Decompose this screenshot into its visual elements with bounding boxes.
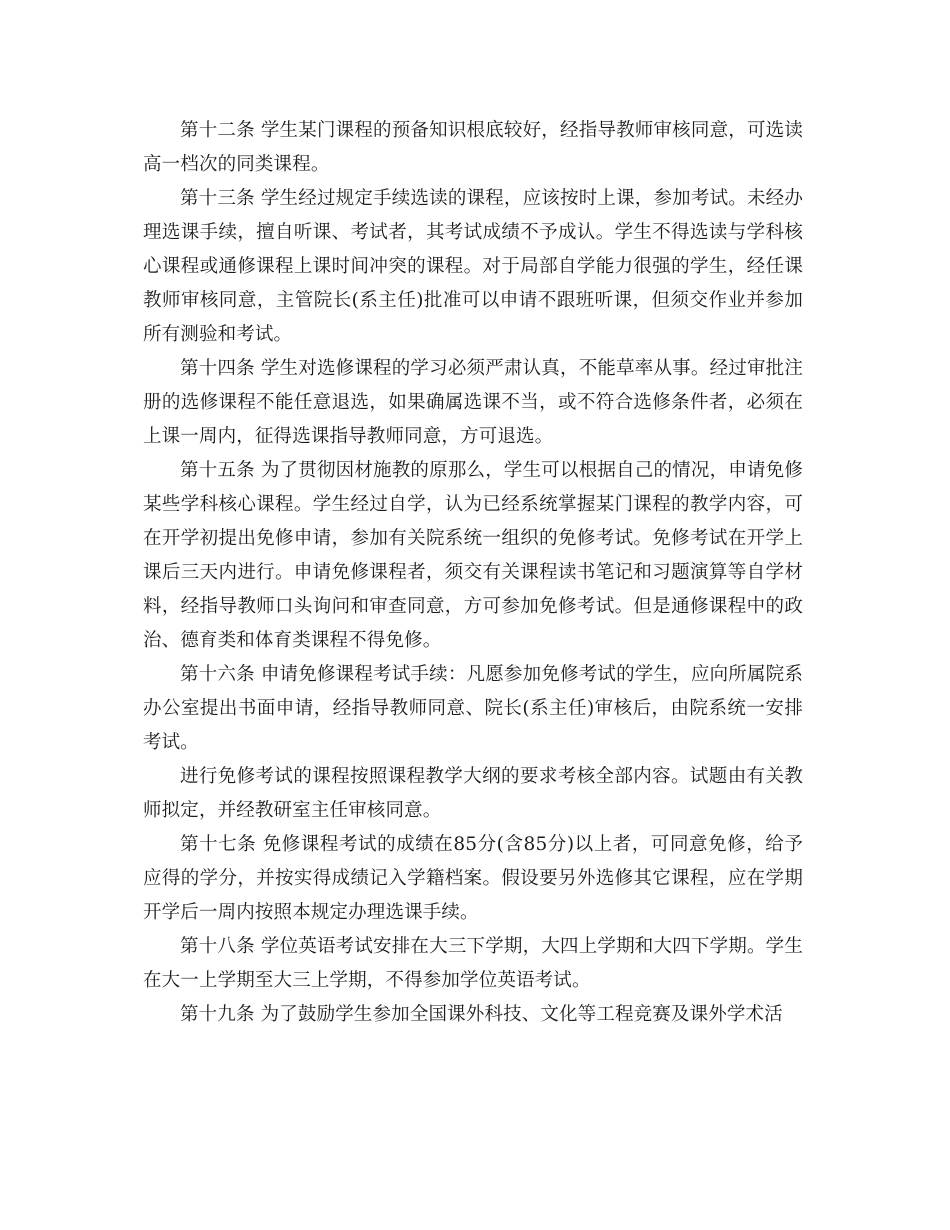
paragraph-article-14: 第十四条 学生对选修课程的学习必须严肃认真，不能草率从事。经过审批注册的选修课程不能任意退选，如果确属选课不当，或不符合选修条件者，必须在上课一周内，征得选课指导教师同意，方可退选。 — [143, 358, 803, 447]
paragraph-article-12: 第十二条 学生某门课程的预备知识根底较好，经指导教师审核同意，可选读高一档次的同类课程。 — [143, 120, 803, 175]
paragraph-article-18: 第十八条 学位英语考试安排在大三下学期，大四上学期和大四下学期。学生在大一上学期至大三上学期，不得参加学位英语考试。 — [143, 936, 803, 991]
paragraph-article-19: 第十九条 为了鼓励学生参加全国课外科技、文化等工程竞赛及课外学术活 — [180, 1004, 783, 1025]
paragraph-article-16: 第十六条 申请免修课程考试手续：凡愿参加免修考试的学生，应向所属院系办公室提出书面申请，经指导教师同意、院长(系主任)审核后，由院系统一安排考试。 — [143, 664, 803, 753]
document-body — [143, 114, 803, 1032]
paragraph-article-16-continued: 进行免修考试的课程按照课程教学大纲的要求考核全部内容。试题由有关教师拟定，并经教研室主任审核同意。 — [143, 766, 803, 821]
paragraph-article-13: 第十三条 学生经过规定手续选读的课程，应该按时上课，参加考试。未经办理选课手续，擅自听课、考试者，其考试成绩不予成认。学生不得选读与学科核心课程或通修课程上课时间冲突的课程。对于局部自学能力很强的学生，经任课教师审核同意，主管院长(系主任)批准可以申请不跟班听课，但须交作业并参加所有测验和考试。 — [143, 188, 803, 345]
paragraph-article-17: 第十七条 免修课程考试的成绩在85分(含85分)以上者，可同意免修，给予应得的学分，并按实得成绩记入学籍档案。假设要另外选修其它课程，应在学期开学后一周内按照本规定办理选课手续。 — [143, 834, 803, 923]
paragraph-article-15: 第十五条 为了贯彻因材施教的原那么，学生可以根据自己的情况，申请免修某些学科核心课程。学生经过自学，认为已经系统掌握某门课程的教学内容，可在开学初提出免修申请，参加有关院系统一组织的免修考试。免修考试在开学上课后三天内进行。申请免修课程者，须交有关课程读书笔记和习题演算等自学材料，经指导教师口头询问和审查同意，方可参加免修考试。但是通修课程中的政治、德育类和体育类课程不得免修。 — [143, 460, 803, 651]
